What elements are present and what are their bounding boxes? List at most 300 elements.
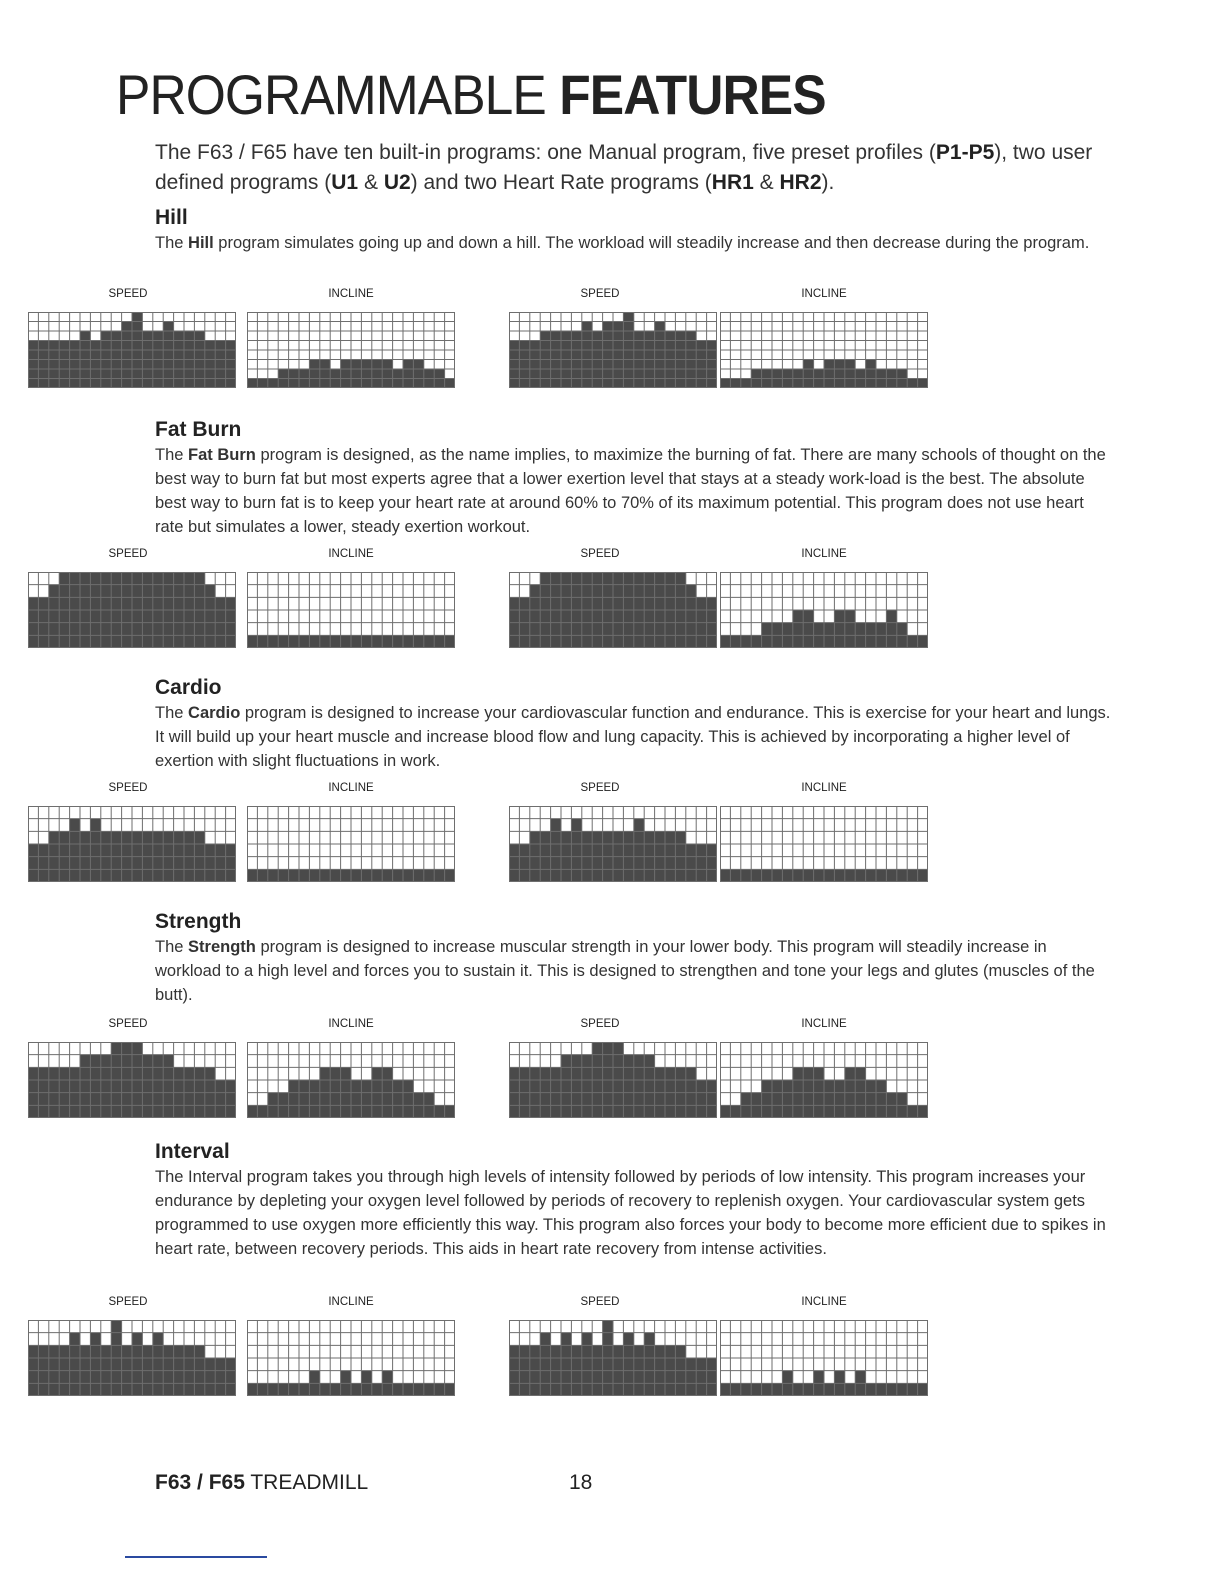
- profile-bar: [309, 869, 319, 882]
- chart-label-incline: INCLINE: [801, 1018, 847, 1030]
- profile-bar: [361, 635, 371, 648]
- profile-chart: [720, 1042, 928, 1118]
- profile-bar: [215, 844, 225, 882]
- profile-bar: [845, 360, 855, 389]
- section-interval: [155, 1140, 1115, 1261]
- profile-bar: [741, 869, 751, 882]
- intro-bold: -: [961, 141, 969, 164]
- profile-bar: [434, 1105, 444, 1118]
- profile-bar: [445, 1383, 455, 1396]
- profile-bar: [299, 869, 309, 882]
- intro-text: &: [753, 171, 780, 194]
- profile-bar: [403, 1080, 413, 1118]
- profile-bar: [741, 379, 751, 389]
- profile-bar: [696, 844, 706, 882]
- profile-bar: [49, 341, 59, 389]
- profile-bar: [772, 1383, 782, 1396]
- section-hill: [155, 206, 1115, 255]
- section-text: The Fat Burn program is designed, as the name implies, to maximize the burning of fat. There are many schools of thought on the best way to burn fat but most experts agree that a lower exertion level that stays at a steady work-load is the best. The absolute best way to burn fat is to keep your heart rate at around 60% to 70% of its maximum potential. This program does not use heart rate but simulates a lower, steady exertion workout.: [155, 446, 1106, 536]
- profile-bar: [445, 1105, 455, 1118]
- profile-bar: [90, 341, 100, 389]
- profile-bar: [205, 585, 215, 648]
- profile-bar: [551, 819, 561, 882]
- profile-bar: [772, 869, 782, 882]
- chart-label-incline: INCLINE: [801, 548, 847, 560]
- profile-chart: [720, 312, 928, 388]
- profile-bar: [424, 1383, 434, 1396]
- profile-bar: [793, 869, 803, 882]
- profile-bar: [445, 869, 455, 882]
- profile-bar: [519, 341, 529, 389]
- profile-bar: [320, 1383, 330, 1396]
- profile-bar: [101, 1055, 111, 1118]
- profile-bar: [751, 635, 761, 648]
- page-title-light: PROGRAMMABLE: [116, 63, 546, 126]
- profile-bar: [582, 1055, 592, 1118]
- profile-bar: [413, 635, 423, 648]
- profile-chart-svg: [720, 1320, 928, 1396]
- profile-bar: [351, 635, 361, 648]
- profile-bar: [268, 635, 278, 648]
- profile-chart: [247, 806, 455, 882]
- profile-bar: [413, 360, 423, 389]
- profile-bar: [907, 379, 917, 389]
- profile-bar: [215, 341, 225, 389]
- profile-bar: [257, 635, 267, 648]
- profile-bar: [561, 1055, 571, 1118]
- profile-bar: [351, 1383, 361, 1396]
- profile-bar: [696, 341, 706, 389]
- profile-bar: [730, 379, 740, 389]
- footer-model: [155, 1470, 368, 1496]
- profile-bar: [372, 1383, 382, 1396]
- chart-label-incline: INCLINE: [328, 782, 374, 794]
- footer-model-rest: TREADMILL: [244, 1471, 369, 1494]
- profile-bar: [445, 635, 455, 648]
- profile-bar: [445, 379, 455, 389]
- profile-bar: [876, 1383, 886, 1396]
- profile-chart-svg: [720, 572, 928, 648]
- section-title: Hill: [155, 206, 188, 229]
- profile-bar: [571, 1055, 581, 1118]
- profile-bar: [803, 360, 813, 389]
- profile-bar: [696, 1358, 706, 1396]
- profile-bar: [361, 360, 371, 389]
- profile-bar: [289, 1080, 299, 1118]
- profile-chart: [247, 1320, 455, 1396]
- profile-bar: [226, 844, 236, 882]
- profile-bar: [382, 635, 392, 648]
- intro-bold: P5: [968, 141, 995, 164]
- profile-bar: [226, 1080, 236, 1118]
- profile-bar: [886, 1383, 896, 1396]
- profile-bar: [90, 1055, 100, 1118]
- profile-bar: [361, 869, 371, 882]
- profile-bar: [341, 869, 351, 882]
- profile-chart-svg: [247, 1320, 455, 1396]
- profile-bar: [886, 869, 896, 882]
- profile-bar: [824, 1080, 834, 1118]
- profile-bar: [142, 1055, 152, 1118]
- profile-bar: [309, 360, 319, 389]
- profile-bar: [247, 635, 257, 648]
- profile-bar: [730, 1105, 740, 1118]
- profile-bar: [686, 1358, 696, 1396]
- intro-bold: HR2: [779, 171, 822, 194]
- profile-bar: [434, 869, 444, 882]
- profile-bar: [730, 869, 740, 882]
- profile-bar: [205, 1358, 215, 1396]
- profile-bar: [393, 869, 403, 882]
- profile-bar: [70, 819, 80, 882]
- profile-bar: [866, 360, 876, 389]
- profile-bar: [299, 1080, 309, 1118]
- profile-bar: [413, 1383, 423, 1396]
- profile-bar: [720, 379, 730, 389]
- page-title-bold: FEATURES: [559, 63, 826, 126]
- profile-bar: [644, 1333, 654, 1396]
- profile-bar: [845, 1383, 855, 1396]
- profile-bar: [268, 869, 278, 882]
- profile-bar: [793, 610, 803, 648]
- profile-bar: [918, 1383, 928, 1396]
- profile-bar: [834, 610, 844, 648]
- profile-bar: [845, 610, 855, 648]
- profile-bar: [741, 1383, 751, 1396]
- profile-bar: [247, 379, 257, 389]
- profile-bar: [132, 1333, 142, 1396]
- profile-bar: [782, 1080, 792, 1118]
- profile-bar: [330, 869, 340, 882]
- profile-chart-svg: [509, 312, 717, 388]
- profile-bar: [834, 360, 844, 389]
- profile-chart-svg: [509, 572, 717, 648]
- profile-bar: [247, 1383, 257, 1396]
- profile-bar: [834, 1080, 844, 1118]
- profile-bar: [70, 1333, 80, 1396]
- profile-bar: [824, 869, 834, 882]
- profile-chart-svg: [247, 806, 455, 882]
- profile-bar: [424, 635, 434, 648]
- profile-chart-svg: [247, 572, 455, 648]
- profile-bar: [876, 1080, 886, 1118]
- profile-bar: [90, 1333, 100, 1396]
- profile-bar: [707, 1080, 717, 1118]
- chart-label-speed: SPEED: [580, 1018, 620, 1030]
- profile-bar: [866, 869, 876, 882]
- profile-bar: [257, 1383, 267, 1396]
- profile-bar: [707, 341, 717, 389]
- profile-bar: [49, 585, 59, 648]
- profile-chart: [28, 1042, 236, 1118]
- profile-bar: [824, 360, 834, 389]
- section-title: Interval: [155, 1140, 230, 1163]
- profile-chart-svg: [247, 312, 455, 388]
- profile-bar: [205, 341, 215, 389]
- profile-bar: [772, 1080, 782, 1118]
- profile-bar: [382, 869, 392, 882]
- profile-bar: [530, 341, 540, 389]
- profile-bar: [907, 635, 917, 648]
- profile-bar: [803, 610, 813, 648]
- chart-label-incline: INCLINE: [801, 288, 847, 300]
- intro-bold: P1: [935, 141, 962, 164]
- profile-bar: [623, 1333, 633, 1396]
- profile-bar: [803, 1383, 813, 1396]
- profile-bar: [289, 869, 299, 882]
- profile-chart-svg: [720, 312, 928, 388]
- profile-bar: [707, 844, 717, 882]
- profile-bar: [28, 341, 38, 389]
- section-title: Strength: [155, 910, 242, 933]
- profile-bar: [897, 1383, 907, 1396]
- profile-bar: [215, 1080, 225, 1118]
- profile-bar: [803, 869, 813, 882]
- chart-label-incline: INCLINE: [328, 1296, 374, 1308]
- profile-bar: [918, 379, 928, 389]
- profile-bar: [907, 1105, 917, 1118]
- profile-bar: [762, 1383, 772, 1396]
- profile-bar: [257, 1105, 267, 1118]
- profile-bar: [897, 869, 907, 882]
- profile-bar: [153, 1055, 163, 1118]
- profile-chart-svg: [28, 312, 236, 388]
- profile-bar: [215, 1358, 225, 1396]
- profile-bar: [762, 1080, 772, 1118]
- profile-chart-svg: [28, 1320, 236, 1396]
- profile-bar: [289, 635, 299, 648]
- chart-label-speed: SPEED: [580, 782, 620, 794]
- profile-bar: [741, 635, 751, 648]
- profile-chart-svg: [509, 806, 717, 882]
- section-cardio: [155, 676, 1115, 773]
- profile-bar: [372, 869, 382, 882]
- chart-label-speed: SPEED: [580, 548, 620, 560]
- footer-model-bold: F63 / F65: [155, 1471, 245, 1494]
- profile-bar: [38, 844, 48, 882]
- profile-bar: [309, 635, 319, 648]
- profile-bar: [341, 635, 351, 648]
- profile-bar: [403, 1383, 413, 1396]
- profile-chart-svg: [28, 806, 236, 882]
- profile-bar: [424, 869, 434, 882]
- profile-bar: [886, 610, 896, 648]
- profile-bar: [720, 1105, 730, 1118]
- profile-bar: [361, 1080, 371, 1118]
- profile-bar: [403, 869, 413, 882]
- section-text: The Strength program is designed to increase muscular strength in your lower body. This program will steadily increase in workload to a high level and forces you to sustain it. This is designed to strengthen and tone your legs and glutes (muscles of the butt).: [155, 938, 1095, 1004]
- profile-bar: [751, 1383, 761, 1396]
- profile-bar: [434, 635, 444, 648]
- chart-label-speed: SPEED: [108, 1296, 148, 1308]
- profile-bar: [320, 360, 330, 389]
- intro-text: ), two user defined programs (: [155, 141, 1093, 194]
- profile-bar: [751, 869, 761, 882]
- chart-label-incline: INCLINE: [328, 548, 374, 560]
- profile-bar: [268, 1383, 278, 1396]
- profile-bar: [814, 869, 824, 882]
- profile-chart: [247, 312, 455, 388]
- profile-bar: [257, 379, 267, 389]
- intro-paragraph: [155, 138, 1115, 198]
- profile-bar: [403, 360, 413, 389]
- profile-bar: [38, 341, 48, 389]
- profile-chart: [509, 806, 717, 882]
- profile-chart: [509, 1320, 717, 1396]
- section-strength: [155, 910, 1115, 1007]
- profile-bar: [372, 635, 382, 648]
- profile-bar: [918, 1105, 928, 1118]
- profile-bar: [834, 869, 844, 882]
- profile-chart-svg: [28, 1042, 236, 1118]
- intro-bold: HR1: [711, 171, 754, 194]
- profile-chart: [28, 572, 236, 648]
- profile-chart: [28, 1320, 236, 1396]
- chart-label-incline: INCLINE: [328, 1018, 374, 1030]
- profile-bar: [571, 819, 581, 882]
- profile-bar: [907, 869, 917, 882]
- profile-bar: [634, 819, 644, 882]
- profile-bar: [351, 1080, 361, 1118]
- profile-bar: [686, 585, 696, 648]
- profile-bar: [393, 1080, 403, 1118]
- profile-bar: [413, 869, 423, 882]
- profile-bar: [351, 360, 361, 389]
- section-text: The Hill program simulates going up and down a hill. The workload will steadily increase and then decrease during the program.: [155, 234, 1090, 252]
- profile-bar: [918, 869, 928, 882]
- profile-chart-svg: [28, 572, 236, 648]
- profile-bar: [782, 869, 792, 882]
- section-title: Cardio: [155, 676, 222, 699]
- section-fat-burn: [155, 418, 1115, 539]
- profile-bar: [393, 635, 403, 648]
- profile-bar: [247, 1105, 257, 1118]
- profile-bar: [509, 844, 519, 882]
- profile-bar: [793, 1383, 803, 1396]
- chart-label-speed: SPEED: [108, 288, 148, 300]
- footnote-rule: [125, 1556, 267, 1558]
- profile-bar: [707, 1358, 717, 1396]
- profile-bar: [28, 844, 38, 882]
- profile-bar: [720, 635, 730, 648]
- profile-bar: [730, 635, 740, 648]
- profile-bar: [309, 1080, 319, 1118]
- profile-bar: [509, 341, 519, 389]
- chart-label-speed: SPEED: [108, 1018, 148, 1030]
- profile-chart: [509, 1042, 717, 1118]
- profile-chart: [28, 312, 236, 388]
- profile-chart: [509, 312, 717, 388]
- profile-chart: [247, 572, 455, 648]
- profile-bar: [351, 869, 361, 882]
- profile-chart: [720, 806, 928, 882]
- profile-bar: [299, 635, 309, 648]
- profile-bar: [730, 1383, 740, 1396]
- section-text: The Cardio program is designed to increase your cardiovascular function and endurance. This is exercise for your heart and lungs. It will build up your heart muscle and increase blood flow and lung capacity. This is achieved by incorporating a higher level of exertion with slight fluctuations in work.: [155, 704, 1111, 770]
- chart-label-speed: SPEED: [580, 1296, 620, 1308]
- profile-bar: [824, 1383, 834, 1396]
- intro-text: &: [358, 171, 384, 194]
- profile-bar: [278, 1383, 288, 1396]
- profile-bar: [247, 869, 257, 882]
- section-title: Fat Burn: [155, 418, 242, 441]
- profile-chart: [720, 572, 928, 648]
- profile-bar: [393, 1383, 403, 1396]
- profile-bar: [330, 1383, 340, 1396]
- intro-bold: U1: [331, 171, 359, 194]
- profile-bar: [434, 1383, 444, 1396]
- profile-bar: [320, 869, 330, 882]
- profile-chart: [247, 1042, 455, 1118]
- profile-bar: [330, 635, 340, 648]
- chart-label-speed: SPEED: [580, 288, 620, 300]
- profile-chart-svg: [509, 1320, 717, 1396]
- profile-bar: [686, 844, 696, 882]
- profile-chart-svg: [247, 1042, 455, 1118]
- intro-text: ).: [821, 171, 835, 194]
- intro-text: The F63 / F65 have ten built-in programs: one Manual program, five preset profiles (: [155, 141, 936, 164]
- profile-bar: [866, 1383, 876, 1396]
- profile-bar: [278, 635, 288, 648]
- profile-bar: [644, 1055, 654, 1118]
- profile-bar: [372, 360, 382, 389]
- profile-bar: [634, 1055, 644, 1118]
- intro-text: ) and two Heart Rate programs (: [410, 171, 712, 194]
- profile-bar: [720, 869, 730, 882]
- profile-bar: [70, 341, 80, 389]
- profile-bar: [403, 635, 413, 648]
- profile-chart: [509, 572, 717, 648]
- intro-bold: U2: [383, 171, 411, 194]
- profile-bar: [382, 360, 392, 389]
- page-title: [116, 62, 826, 128]
- profile-bar: [278, 869, 288, 882]
- profile-bar: [519, 844, 529, 882]
- profile-bar: [341, 360, 351, 389]
- profile-bar: [226, 341, 236, 389]
- profile-bar: [268, 379, 278, 389]
- profile-bar: [90, 819, 100, 882]
- chart-label-incline: INCLINE: [328, 288, 374, 300]
- chart-label-incline: INCLINE: [801, 1296, 847, 1308]
- section-text: The Interval program takes you through high levels of intensity followed by periods of low intensity. This program increases your endurance by depleting your oxygen level followed by periods of recovery to replenish oxygen. Your cardiovascular system gets programmed to use oxygen more efficiently this way. This program also forces your body to become more efficient due to spikes in heart rate, between recovery periods. This aids in heart rate recovery from intense activities.: [155, 1168, 1106, 1258]
- profile-bar: [866, 1080, 876, 1118]
- profile-bar: [582, 1333, 592, 1396]
- profile-bar: [530, 585, 540, 648]
- profile-bar: [623, 1055, 633, 1118]
- profile-bar: [163, 1055, 173, 1118]
- profile-bar: [561, 1333, 571, 1396]
- profile-bar: [226, 1358, 236, 1396]
- profile-chart-svg: [720, 1042, 928, 1118]
- profile-bar: [80, 1055, 90, 1118]
- profile-bar: [320, 635, 330, 648]
- profile-bar: [257, 869, 267, 882]
- profile-chart-svg: [720, 806, 928, 882]
- chart-label-speed: SPEED: [108, 782, 148, 794]
- profile-bar: [153, 1333, 163, 1396]
- profile-bar: [918, 635, 928, 648]
- chart-label-incline: INCLINE: [801, 782, 847, 794]
- chart-label-speed: SPEED: [108, 548, 148, 560]
- profile-chart-svg: [509, 1042, 717, 1118]
- profile-bar: [907, 1383, 917, 1396]
- profile-bar: [762, 869, 772, 882]
- profile-bar: [540, 1333, 550, 1396]
- profile-chart: [28, 806, 236, 882]
- profile-bar: [876, 869, 886, 882]
- profile-bar: [205, 844, 215, 882]
